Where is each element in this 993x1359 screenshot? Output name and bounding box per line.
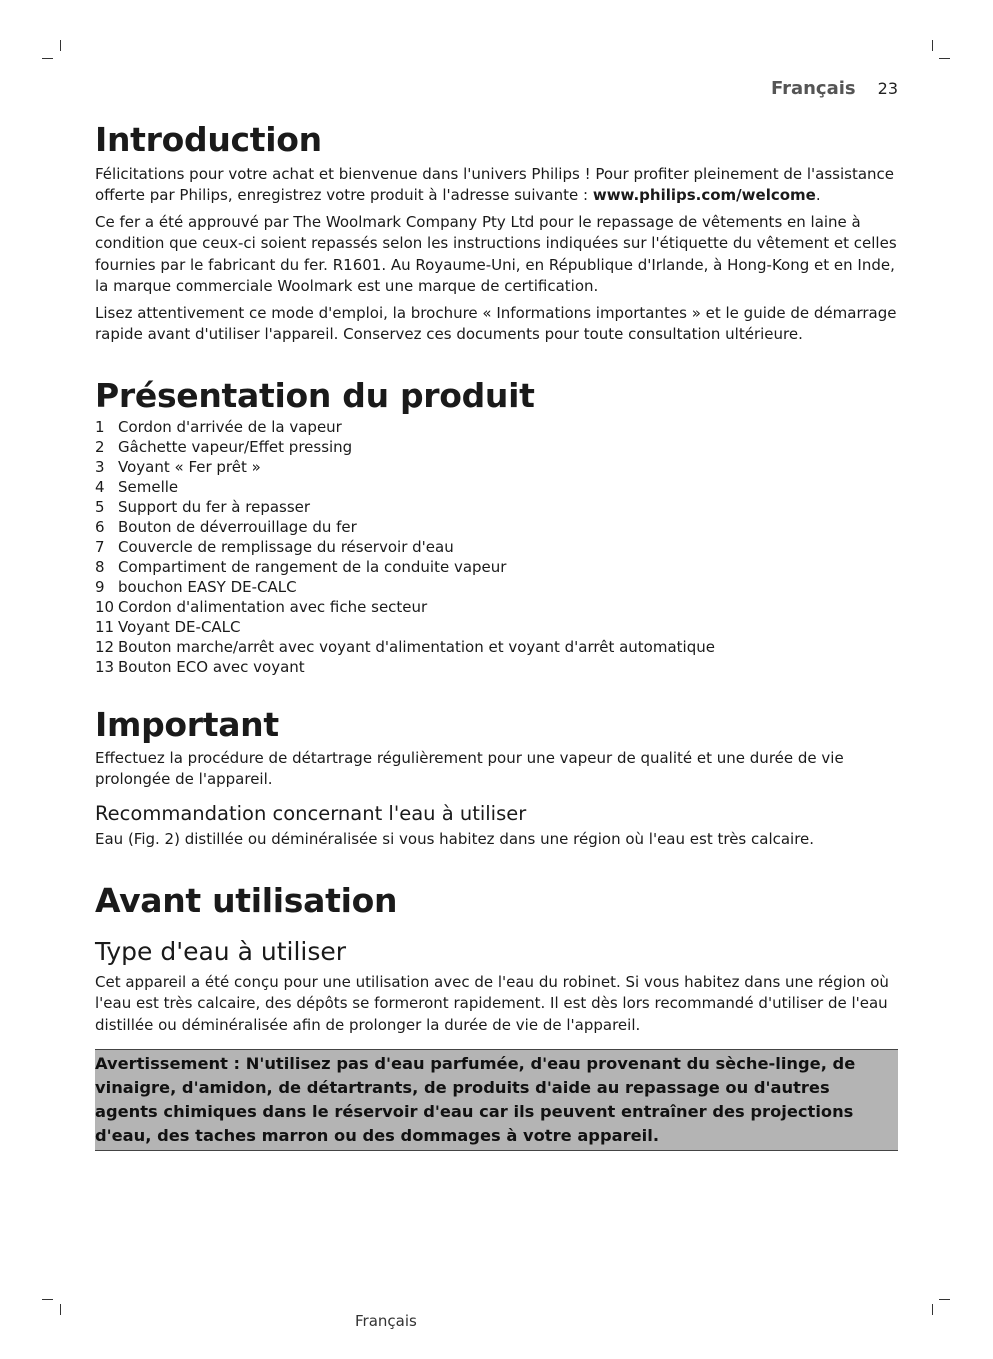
important-paragraph: Effectuez la procédure de détartrage régulièrement pour une vapeur de qualité et une durée de vie prolongée de l'appareil. (95, 748, 844, 789)
crop-mark (60, 1304, 61, 1315)
warning-box: Avertissement : N'utilisez pas d'eau parfumée, d'eau provenant du sèche-linge, de vinaigre, d'amidon, de détartrants, de produits d'aide au repassage ou d'autres agents chimiques dans le réservoir d'eau car ils peuvent entraîner des projections d'eau, des taches marron ou des dommages à votre appareil. (95, 1049, 898, 1151)
product-parts-list (95, 417, 898, 677)
before-use-heading: Avant utilisation (95, 880, 398, 920)
page-header (771, 78, 898, 99)
page-footer: Français (355, 1312, 417, 1330)
intro-paragraph-2: Ce fer a été approuvé par The Woolmark Company Pty Ltd pour le repassage de vêtements en laine à condition que ceux-ci soient repassés selon les instructions indiquées sur l'étiquette du vêtement et celles fournies par le fabricant du fer. R1601. Au Royaume-Uni, en République d'Irlande, à Hong-Kong et en Inde, la marque commerciale Woolmark est une marque de certification. (95, 212, 897, 296)
list-item: 2 Gâchette vapeur/Effet pressing (95, 438, 353, 457)
list-item: 12 Bouton marche/arrêt avec voyant d'alimentation et voyant d'arrêt automatique (95, 638, 715, 657)
product-overview-heading: Présentation du produit (95, 375, 535, 415)
list-item: 4 Semelle (95, 478, 179, 497)
header-language: Français (770, 78, 856, 99)
crop-mark (42, 1299, 53, 1300)
intro-welcome-text: Félicitations pour votre achat et bienvenue dans l'univers Philips ! Pour profiter pleinement de l'assistance offerte par Philips, enregistrez votre produit à l'adresse suivante : (95, 164, 895, 205)
list-item: 13 Bouton ECO avec voyant (95, 658, 305, 677)
list-item: 9 bouchon EASY DE-CALC (95, 578, 297, 597)
list-item: 10 Cordon d'alimentation avec fiche secteur (95, 598, 428, 617)
page-number: 23 (877, 79, 898, 98)
list-item: 6 Bouton de déverrouillage du fer (95, 518, 357, 537)
crop-mark (932, 40, 933, 51)
intro-period: . (815, 186, 821, 205)
crop-mark (42, 58, 53, 59)
list-item: 3 Voyant « Fer prêt » (95, 458, 261, 477)
introduction-heading: Introduction (95, 120, 322, 159)
intro-paragraph-1 (95, 164, 898, 207)
crop-mark (939, 1299, 950, 1300)
water-type-paragraph: Cet appareil a été conçu pour une utilisation avec de l'eau du robinet. Si vous habitez dans une région où l'eau est très calcaire, des dépôts se formeront rapidement. Il est dès lors recommandé d'utiliser de l'eau distillée ou déminéralisée afin de prolonger la durée de vie de l'appareil. (95, 972, 889, 1034)
crop-mark (932, 1304, 933, 1315)
water-recommendation-text: Eau (Fig. 2) distillée ou déminéralisée si vous habitez dans une région où l'eau est très calcaire. (95, 830, 815, 849)
page-content (95, 120, 898, 1151)
crop-mark (939, 58, 950, 59)
water-type-heading: Type d'eau à utiliser (95, 937, 347, 967)
intro-paragraph-3: Lisez attentivement ce mode d'emploi, la brochure « Informations importantes » et le guide de démarrage rapide avant d'utiliser l'appareil. Conservez ces documents pour toute consultation ultérieure. (95, 303, 897, 344)
water-recommendation-heading: Recommandation concernant l'eau à utiliser (95, 801, 527, 825)
list-item: 5 Support du fer à repasser (95, 498, 311, 517)
list-item: 11 Voyant DE-CALC (95, 618, 241, 637)
important-heading: Important (95, 705, 279, 745)
list-item: 8 Compartiment de rangement de la conduite vapeur (95, 558, 507, 577)
list-item: 1 Cordon d'arrivée de la vapeur (95, 418, 342, 437)
philips-welcome-link[interactable]: www.philips.com/welcome (592, 186, 816, 205)
list-item: 7 Couvercle de remplissage du réservoir d'eau (95, 538, 454, 557)
crop-mark (60, 40, 61, 51)
